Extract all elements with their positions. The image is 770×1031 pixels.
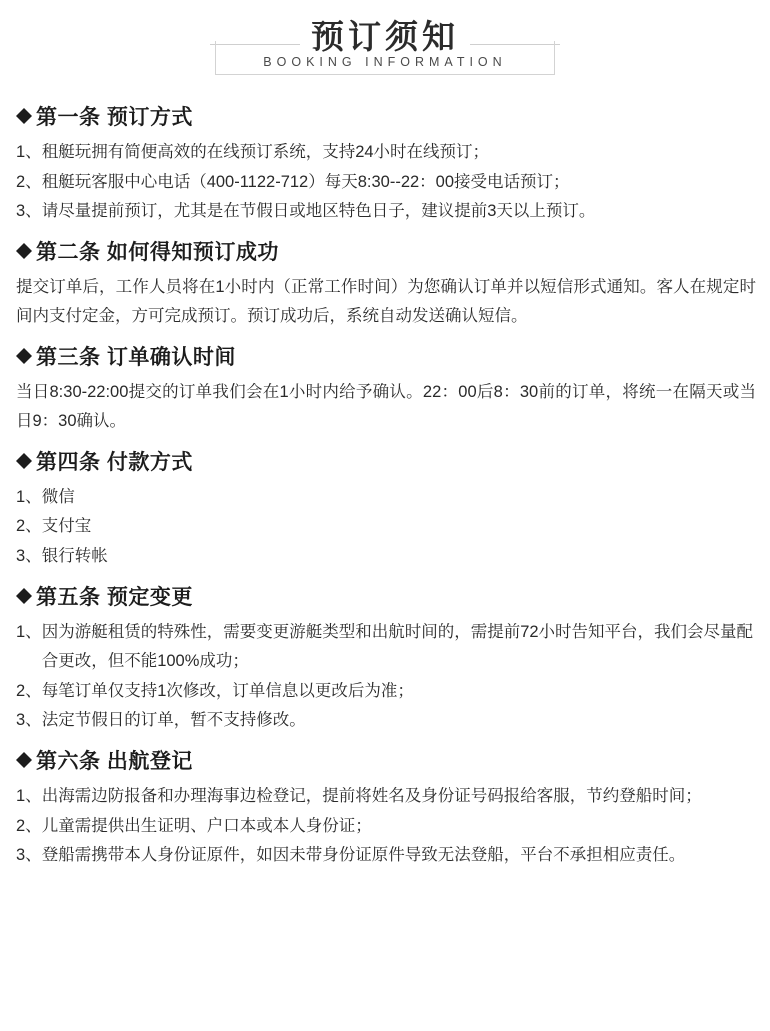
list-item xyxy=(16,706,756,735)
list-item-text: 微信 xyxy=(41,487,75,506)
list-item-text: 租艇玩客服中心电话（400-1122-712）每天8:30--22：00接受电话预订； xyxy=(41,172,570,191)
list-item-number: 3、 xyxy=(16,710,42,729)
list-item xyxy=(16,812,756,841)
page-subtitle: BOOKING INFORMATION xyxy=(263,55,507,70)
list-item-text: 每笔订单仅支持1次修改，订单信息以更改后为准； xyxy=(41,681,414,700)
list-item-text: 登船需携带本人身份证原件，如因未带身份证原件导致无法登船，平台不承担相应责任。 xyxy=(41,846,686,865)
section-list xyxy=(16,483,756,571)
section-payment-methods xyxy=(14,452,756,571)
title-subtitle-box xyxy=(215,41,555,75)
section-heading xyxy=(16,107,756,128)
list-item-text: 银行转帐 xyxy=(41,546,108,565)
section-booking-methods xyxy=(14,107,756,226)
document-body xyxy=(14,107,756,870)
section-list xyxy=(16,618,756,735)
list-item-text: 因为游艇租赁的特殊性，需要变更游艇类型和出航时间的，需提前72小时告知平台，我们会尽量配合更改，但不能100%成功； xyxy=(41,622,754,671)
list-item-number: 3、 xyxy=(16,201,42,220)
list-item xyxy=(16,483,756,512)
list-item-number: 2、 xyxy=(16,517,42,536)
section-title: 第二条 如何得知预订成功 xyxy=(36,241,279,265)
section-list xyxy=(16,138,756,226)
list-item xyxy=(16,197,756,226)
section-booking-confirmation xyxy=(14,242,756,331)
list-item-text: 出海需边防报备和办理海事边检登记，提前将姓名及身份证号码报给客服，节约登船时间； xyxy=(41,787,702,806)
list-item-number: 2、 xyxy=(16,172,42,191)
diamond-bullet-icon xyxy=(16,235,32,251)
section-heading xyxy=(16,242,756,263)
list-item-number: 3、 xyxy=(16,546,42,565)
list-item-text: 法定节假日的订单，暂不支持修改。 xyxy=(41,710,306,729)
diamond-bullet-icon xyxy=(16,445,32,461)
list-item-text: 支付宝 xyxy=(41,517,92,536)
section-departure-registration xyxy=(14,751,756,870)
diamond-bullet-icon xyxy=(16,340,32,356)
list-item-number: 2、 xyxy=(16,681,42,700)
page-title: 预订须知 xyxy=(311,18,459,55)
section-heading xyxy=(16,347,756,368)
list-item xyxy=(16,618,756,677)
section-title: 第六条 出航登记 xyxy=(36,750,193,774)
section-list xyxy=(16,782,756,870)
section-title: 第三条 订单确认时间 xyxy=(36,346,236,370)
section-reservation-change xyxy=(14,587,756,735)
section-paragraph: 当日8:30-22:00提交的订单我们会在1小时内给予确认。22：00后8：30前的订单，将统一在隔天或当日9：30确认。 xyxy=(16,383,756,430)
list-item xyxy=(16,782,756,811)
diamond-bullet-icon xyxy=(16,580,32,596)
list-item-number: 1、 xyxy=(16,787,42,806)
list-item-text: 儿童需提供出生证明、户口本或本人身份证； xyxy=(41,816,372,835)
diamond-bullet-icon xyxy=(16,100,32,116)
section-heading xyxy=(16,452,756,473)
list-item xyxy=(16,542,756,571)
list-item-number: 1、 xyxy=(16,622,42,641)
list-item xyxy=(16,138,756,167)
section-title: 第五条 预定变更 xyxy=(36,585,193,609)
list-item xyxy=(16,841,756,870)
list-item-number: 1、 xyxy=(16,487,42,506)
list-item-text: 租艇玩拥有简便高效的在线预订系统，支持24小时在线预订； xyxy=(41,143,490,162)
list-item-number: 1、 xyxy=(16,143,42,162)
section-title: 第四条 付款方式 xyxy=(36,450,193,474)
list-item xyxy=(16,168,756,197)
section-heading xyxy=(16,751,756,772)
document-header xyxy=(14,0,756,91)
section-order-confirm-time xyxy=(14,347,756,436)
list-item xyxy=(16,512,756,541)
section-paragraph: 提交订单后，工作人员将在1小时内（正常工作时间）为您确认订单并以短信形式通知。客人在规定时间内支付定金，方可完成预订。预订成功后，系统自动发送确认短信。 xyxy=(16,278,756,326)
list-item-number: 3、 xyxy=(16,846,42,865)
list-item-number: 2、 xyxy=(16,816,42,835)
section-title: 第一条 预订方式 xyxy=(36,106,193,130)
diamond-bullet-icon xyxy=(16,744,32,760)
section-heading xyxy=(16,587,756,608)
list-item xyxy=(16,677,756,706)
list-item-text: 请尽量提前预订，尤其是在节假日或地区特色日子，建议提前3天以上预订。 xyxy=(41,201,596,220)
